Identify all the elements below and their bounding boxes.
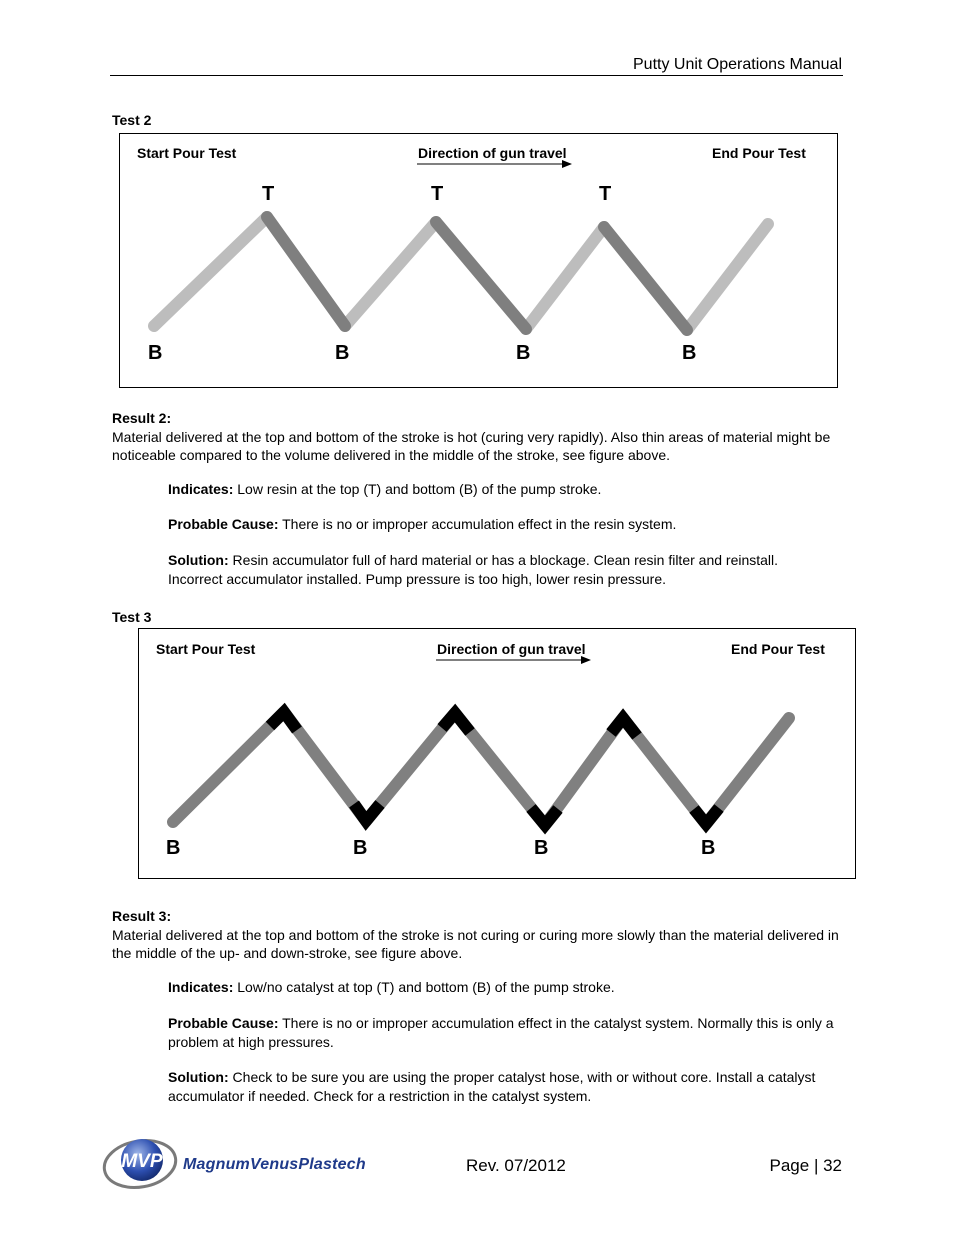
start-pour-label: Start Pour Test	[156, 641, 256, 657]
bottom-label: B	[148, 342, 163, 364]
bottom-label: B	[516, 342, 531, 364]
up-stroke-1	[154, 217, 267, 326]
cause-label: Probable Cause:	[168, 516, 279, 532]
up-stroke-4	[687, 224, 768, 330]
bottom-label: B	[335, 342, 350, 364]
bottom-label: B	[353, 837, 368, 859]
solution-label: Solution:	[168, 1069, 229, 1085]
revision-date: Rev. 07/2012	[466, 1156, 566, 1175]
down-stroke-3	[604, 227, 687, 330]
result3-solution	[168, 1068, 844, 1106]
bottom-label: B	[701, 837, 716, 859]
top-turn-mark	[270, 712, 297, 730]
result2-solution	[168, 551, 808, 589]
end-pour-label: End Pour Test	[712, 145, 806, 161]
result2-cause	[168, 515, 838, 534]
test2-stroke-diagram	[120, 134, 839, 389]
top-turn-mark	[442, 713, 470, 732]
direction-label: Direction of gun travel	[437, 641, 586, 657]
top-label: T	[262, 183, 275, 205]
bottom-label: B	[166, 837, 181, 859]
down-stroke-2	[436, 222, 526, 329]
indicates-label: Indicates:	[168, 481, 234, 497]
top-label: T	[599, 183, 612, 205]
solution-text: Check to be sure you are using the proper catalyst hose, with or without core. Install a catalyst accumulator if needed. Check for a restriction in the catalyst system.	[168, 1069, 816, 1104]
bottom-turn-mark	[354, 804, 380, 821]
cause-label: Probable Cause:	[168, 1015, 279, 1031]
cause-text: There is no or improper accumulation effect in the catalyst system. Normally this is only a problem at high pressures.	[168, 1015, 834, 1050]
result2-indicates	[168, 480, 838, 499]
test3-figure	[138, 628, 856, 879]
down-stroke-1	[267, 217, 345, 326]
top-turn-mark	[611, 718, 637, 736]
company-name: MagnumVenusPlastech	[183, 1156, 366, 1173]
up-stroke-3	[526, 227, 604, 329]
test3-stroke-diagram	[139, 629, 857, 880]
result2-text: Material delivered at the top and bottom of the stroke is hot (curing very rapidly). Also thin areas of material might be noticeable compared to the volume delivered in the middle of the stroke, see figure above.	[112, 429, 831, 463]
start-pour-label: Start Pour Test	[137, 145, 237, 161]
bottom-label: B	[534, 837, 549, 859]
up-stroke-2	[345, 222, 436, 326]
bottom-label: B	[682, 342, 697, 364]
header-divider	[110, 75, 843, 76]
result3-heading: Result 3:	[112, 908, 172, 924]
logo-mark-text: MVP	[121, 1151, 163, 1172]
indicates-text: Low resin at the top (T) and bottom (B) of the pump stroke.	[237, 481, 602, 497]
solution-label: Solution:	[168, 552, 229, 568]
test2-heading: Test 2	[112, 112, 152, 128]
result2-heading: Result 2:	[112, 410, 172, 426]
bottom-turn-mark	[531, 808, 558, 825]
solution-text: Resin accumulator full of hard material or has a blockage. Clean resin filter and reinstall. Incorrect accumulator installed. Pump pressure is too high, lower resin pressure.	[168, 552, 779, 587]
bottom-turn-mark	[694, 808, 719, 824]
document-title: Putty Unit Operations Manual	[633, 56, 842, 73]
direction-label: Direction of gun travel	[418, 145, 567, 161]
indicates-label: Indicates:	[168, 979, 234, 995]
test2-figure	[119, 133, 838, 388]
indicates-text: Low/no catalyst at top (T) and bottom (B) of the pump stroke.	[237, 979, 615, 995]
top-label: T	[431, 183, 444, 205]
page-number: Page | 32	[769, 1156, 842, 1175]
cause-text: There is no or improper accumulation effect in the resin system.	[282, 516, 677, 532]
result3-cause	[168, 1014, 838, 1052]
result3-text: Material delivered at the top and bottom of the stroke is not curing or curing more slowly than the material delivered in the middle of the up- and down-stroke, see figure above.	[112, 927, 839, 961]
test3-heading: Test 3	[112, 609, 152, 625]
end-pour-label: End Pour Test	[731, 641, 825, 657]
result3-indicates	[168, 978, 838, 997]
